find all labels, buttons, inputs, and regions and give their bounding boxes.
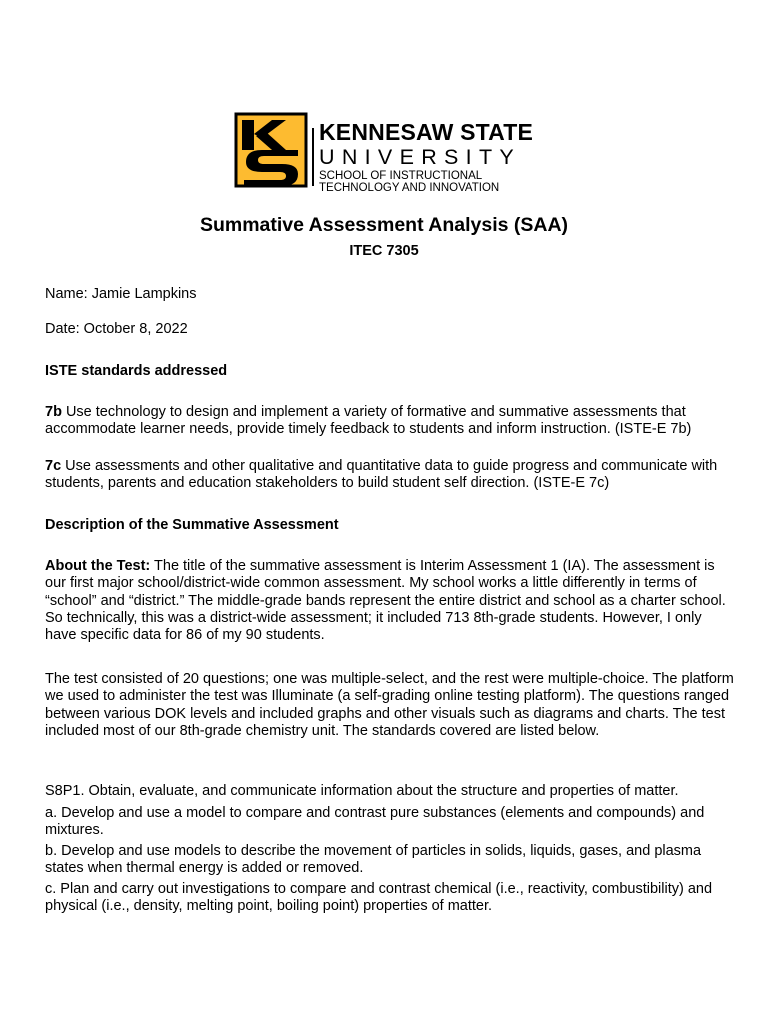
standard-7c xyxy=(45,458,735,493)
logo-wordmark xyxy=(319,120,533,194)
standard-s8p1: S8P1. Obtain, evaluate, and communicate information about the structure and properties of matter. xyxy=(45,783,679,799)
iste-heading: ISTE standards addressed xyxy=(45,363,228,379)
document-title: Summative Assessment Analysis (SAA) xyxy=(199,214,569,236)
logo-line-kennesaw: KENNESAW STATE xyxy=(319,119,534,145)
standard-text: Use assessments and other qualitative and quantitative data to guide progress and communicate with students, parents and education stakeholders to build student self direction. (ISTE-E 7c) xyxy=(45,458,718,492)
about-text: The title of the summative assessment is Interim Assessment 1 (IA). The assessment is our first major school/district-wide common assessment. My school works a little differently in terms of “school” and “district.” The middle-grade bands represent the entire district and school as a charter school. So technically, this was a district-wide assessment; it included 713 8th-grade students. However, I only have specific data for 86 of my 90 students. xyxy=(45,558,726,644)
university-logo xyxy=(232,110,552,198)
s8p1-item-b: b. Develop and use models to describe the movement of particles in solids, liquids, gases, and plasma states when thermal energy is added or removed. xyxy=(45,843,702,877)
standard-7b xyxy=(45,404,735,439)
course-code: ITEC 7305 xyxy=(349,243,419,259)
about-label: About the Test: xyxy=(45,558,151,574)
s8p1-item-a: a. Develop and use a model to compare and contrast pure substances (elements and compounds) and mixtures. xyxy=(45,805,705,839)
ks-monogram-icon xyxy=(232,110,310,190)
standard-code: 7c xyxy=(45,458,62,474)
name-line: Name: Jamie Lampkins xyxy=(45,286,197,302)
logo-line-technology: TECHNOLOGY AND INNOVATION xyxy=(319,182,500,194)
description-heading: Description of the Summative Assessment xyxy=(45,517,339,533)
about-paragraph xyxy=(45,558,735,644)
standard-code: 7b xyxy=(45,404,62,420)
date-line: Date: October 8, 2022 xyxy=(45,321,188,337)
s8p1-item-c: c. Plan and carry out investigations to compare and contrast chemical (i.e., reactivity, combustibility) and physical (i.e., density, melting point, boiling point) properties of matter. xyxy=(45,881,713,915)
standard-text: Use technology to design and implement a variety of formative and summative assessments that accommodate learner needs, provide timely feedback to students and inform instruction. (ISTE-E 7b) xyxy=(45,404,692,438)
test-paragraph: The test consisted of 20 questions; one was multiple-select, and the rest were multiple-choice. The platform we used to administer the test was Illuminate (a self-grading online testing platform). The questions ranged between various DOK levels and included graphs and other visuals such as diagrams and charts. The test included most of our 8th-grade chemistry unit. The standards covered are listed below. xyxy=(45,671,734,739)
logo-divider xyxy=(312,128,314,186)
logo-line-school: SCHOOL OF INSTRUCTIONAL xyxy=(319,170,483,182)
logo-line-university: UNIVERSITY xyxy=(319,145,522,169)
